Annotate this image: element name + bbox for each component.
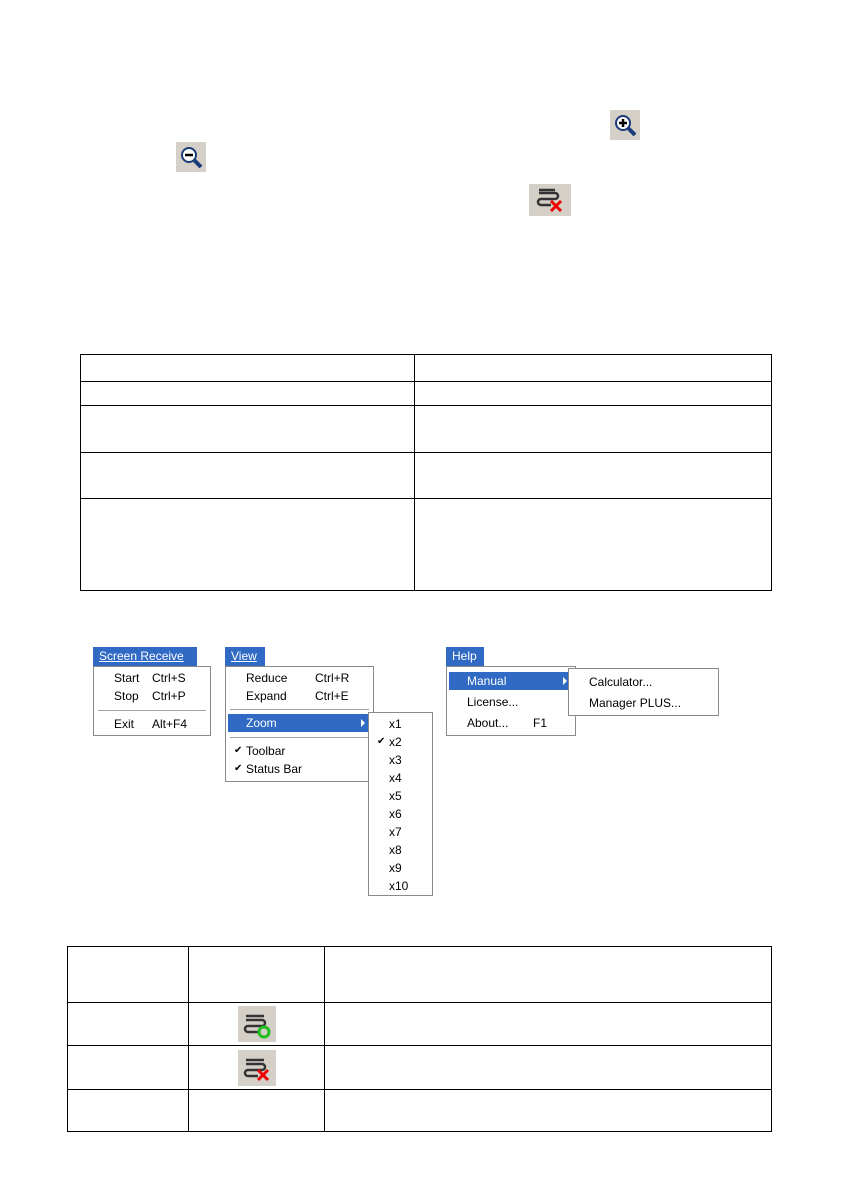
menu-item-exit[interactable] [96, 715, 208, 733]
check-icon: ✔ [234, 763, 243, 774]
zoom-item[interactable] [371, 859, 430, 877]
table-cell [325, 1003, 772, 1046]
menu-separator [98, 710, 206, 711]
toolbar-table [67, 946, 772, 1132]
submenu-arrow-icon [563, 677, 567, 685]
menu-item-manager-plus[interactable] [571, 694, 716, 712]
menu-view[interactable] [225, 647, 265, 666]
zoom-out-icon [176, 142, 206, 172]
zoom-item[interactable] [371, 877, 430, 895]
table-cell [189, 947, 325, 1003]
table-cell [68, 947, 189, 1003]
menu-title: Help [452, 649, 477, 663]
menu-screen-receive[interactable] [93, 647, 197, 666]
check-icon: ✔ [377, 736, 386, 747]
view-dropdown [225, 666, 374, 782]
menu-item-about[interactable] [449, 714, 573, 732]
zoom-item-label: x7 [389, 825, 402, 839]
zoom-item-label: x4 [389, 771, 402, 785]
menu-item-label: Manual [467, 674, 507, 688]
stop-receive-icon [529, 184, 571, 216]
menu-item-license[interactable] [449, 693, 573, 711]
zoom-item[interactable] [371, 769, 430, 787]
table-cell [81, 406, 415, 453]
table-cell [68, 1046, 189, 1090]
zoom-item-label: x5 [389, 789, 402, 803]
menu-item-label: Toolbar [246, 744, 286, 758]
zoom-item-label: x10 [389, 879, 409, 893]
check-icon: ✔ [234, 745, 243, 756]
table-cell [415, 453, 772, 499]
start-receive-icon [238, 1006, 276, 1042]
menu-item-label: About... [467, 716, 509, 730]
zoom-in-icon [610, 110, 640, 140]
table-cell [189, 1003, 325, 1046]
menu-help[interactable] [446, 647, 484, 666]
menu-item-label: Expand [246, 689, 287, 703]
table-cell [325, 947, 772, 1003]
menu-item-shortcut: F1 [533, 716, 548, 730]
manual-submenu [568, 668, 719, 716]
zoom-item[interactable] [371, 715, 430, 733]
zoom-item[interactable] [371, 823, 430, 841]
menu-item-label: Calculator... [589, 675, 653, 689]
info-table [80, 354, 772, 591]
menu-item-toolbar[interactable] [228, 742, 371, 760]
menu-item-zoom[interactable] [228, 714, 371, 732]
zoom-item[interactable] [371, 841, 430, 859]
zoom-submenu [368, 712, 433, 896]
menu-item-shortcut: Ctrl+P [152, 689, 186, 703]
table-cell [81, 355, 415, 382]
zoom-item[interactable] [371, 787, 430, 805]
table-cell [68, 1090, 189, 1132]
menu-title: Screen Receive [99, 649, 184, 663]
menu-item-shortcut: Ctrl+R [315, 671, 350, 685]
menu-separator [230, 737, 369, 738]
menu-item-reduce[interactable] [228, 669, 371, 687]
help-dropdown [446, 666, 576, 736]
table-cell [189, 1046, 325, 1090]
table-cell [68, 1003, 189, 1046]
menu-item-label: Exit [114, 717, 135, 731]
menu-item-label: Start [114, 671, 140, 685]
table-cell [325, 1090, 772, 1132]
table-cell [81, 382, 415, 406]
menu-item-expand[interactable] [228, 687, 371, 705]
zoom-item-label: x8 [389, 843, 402, 857]
menu-item-calculator[interactable] [571, 673, 716, 691]
table-cell [81, 499, 415, 591]
table-cell [415, 355, 772, 382]
table-cell [81, 453, 415, 499]
table-cell [415, 499, 772, 591]
stop-receive-icon [238, 1050, 276, 1086]
menu-item-label: Reduce [246, 671, 288, 685]
zoom-item-label: x3 [389, 753, 402, 767]
menu-item-label: Manager PLUS... [589, 696, 682, 710]
menu-item-label: Zoom [246, 716, 277, 730]
table-cell [415, 406, 772, 453]
menu-item-shortcut: Ctrl+S [152, 671, 186, 685]
menu-item-shortcut: Alt+F4 [152, 717, 188, 731]
table-cell [189, 1090, 325, 1132]
table-cell [415, 382, 772, 406]
menu-item-status-bar[interactable] [228, 760, 371, 778]
menu-title: View [231, 649, 257, 663]
zoom-item-label: x9 [389, 861, 402, 875]
zoom-item-label: x2 [389, 735, 402, 749]
menu-item-start[interactable] [96, 669, 208, 687]
zoom-item[interactable] [371, 751, 430, 769]
menu-item-label: Status Bar [246, 762, 303, 776]
menu-item-stop[interactable] [96, 687, 208, 705]
menu-item-label: License... [467, 695, 519, 709]
table-cell [325, 1046, 772, 1090]
zoom-item-label: x6 [389, 807, 402, 821]
menu-item-manual[interactable] [449, 672, 573, 690]
zoom-item[interactable] [371, 805, 430, 823]
menu-item-shortcut: Ctrl+E [315, 689, 349, 703]
menu-item-label: Stop [114, 689, 139, 703]
zoom-item[interactable] [371, 733, 430, 751]
zoom-item-label: x1 [389, 717, 402, 731]
submenu-arrow-icon [361, 719, 365, 727]
screen-receive-dropdown [93, 666, 211, 736]
menu-separator [230, 709, 369, 710]
